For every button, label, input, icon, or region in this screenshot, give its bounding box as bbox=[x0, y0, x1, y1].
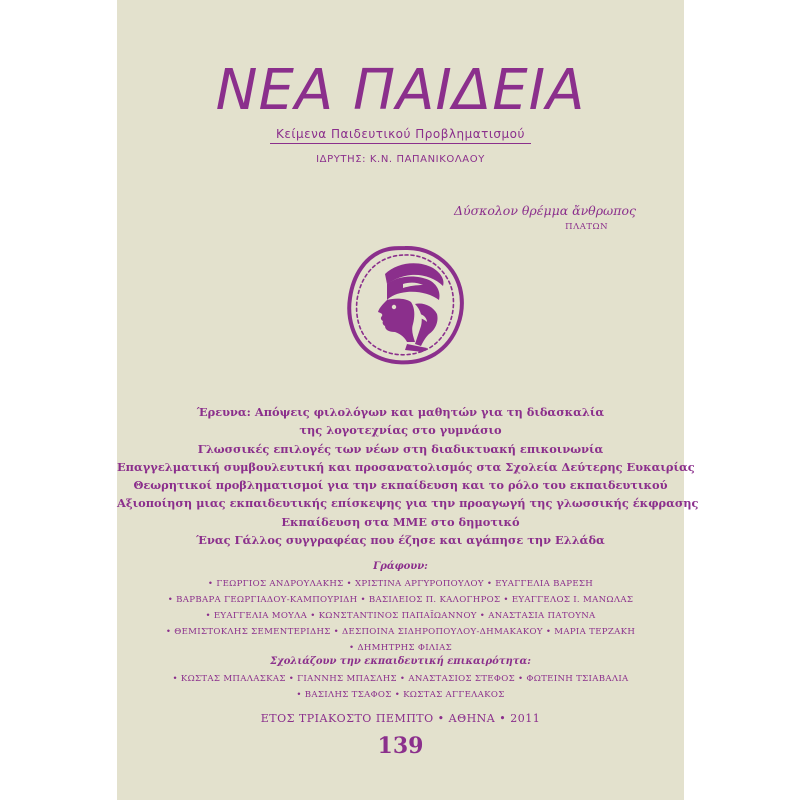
contents-item: Αξιοποίηση μιας εκπαιδευτικής επίσκεψης για την προαγωγή της γλωσσικής έκφρασης bbox=[117, 496, 699, 511]
authors-line: • ΕΥΑΓΓΕΛΙΑ ΜΟΥΛΑ • ΚΩΝΣΤΑΝΤΙΝΟΣ ΠΑΠΑΪΩΑΝΝΟΥ • ΑΝΑΣΤΑΣΙΑ ΠΑΤΟΥΝΑ bbox=[205, 611, 596, 621]
contents-item: της λογοτεχνίας στο γυμνάσιο bbox=[299, 423, 502, 438]
commentators-line: • ΚΩΣΤΑΣ ΜΠΑΛΑΣΚΑΣ • ΓΙΑΝΝΗΣ ΜΠΑΣΛΗΣ • ΑΝΑΣΤΑΣΙΟΣ ΣΤΕΦΟΣ • ΦΩΤΕΙΝΗ ΤΣΙΑΒΑΛΙΑ bbox=[172, 674, 629, 684]
contents-item: Ένας Γάλλος συγγραφέας που έζησε και αγάπησε την Ελλάδα bbox=[196, 533, 605, 548]
authors-line: • ΓΕΩΡΓΙΟΣ ΑΝΔΡΟΥΛΑΚΗΣ • ΧΡΙΣΤΙΝΑ ΑΡΓΥΡΟΠΟΥΛΟΥ • ΕΥΑΓΓΕΛΙΑ ΒΑΡΕΣΗ bbox=[207, 579, 594, 589]
magazine-subtitle: Κείμενα Παιδευτικού Προβληματισμού bbox=[117, 127, 684, 144]
epigraph-author: ΠΛΑΤΩΝ bbox=[565, 222, 608, 232]
contents-item: Γλωσσικές επιλογές των νέων στη διαδικτυακή επικοινωνία bbox=[197, 441, 604, 456]
authors-heading: Γράφουν: bbox=[373, 561, 428, 572]
epigraph-quote: Δύσκολον θρέμμα ἄνθρωπος bbox=[454, 203, 636, 218]
commentators-list bbox=[117, 671, 684, 703]
issue-number: 139 bbox=[377, 733, 424, 759]
founder-line: ΙΔΡΥΤΗΣ: Κ.Ν. ΠΑΠΑΝΙΚΟΛΑΟΥ bbox=[316, 154, 485, 165]
authors-line: • ΘΕΜΙΣΤΟΚΛΗΣ ΣΕΜΕΝΤΕΡΙΔΗΣ • ΔΕΣΠΟΙΝΑ ΣΙΔΗΡΟΠΟΥΛΟΥ-ΔΗΜΑΚΑΚΟΥ • ΜΑΡΙΑ ΤΕΡΖΑΚΗ bbox=[165, 627, 636, 637]
authors-list bbox=[117, 576, 684, 656]
athena-coin-icon bbox=[345, 244, 465, 366]
contents-item: Έρευνα: Απόψεις φιλολόγων και μαθητών για τη διδασκαλία bbox=[196, 405, 605, 419]
commentators-heading: Σχολιάζουν την εκπαιδευτική επικαιρότητα: bbox=[270, 656, 531, 667]
contents-item: Εκπαίδευση στα ΜΜΕ στο δημοτικό bbox=[281, 514, 520, 529]
table-of-contents bbox=[117, 403, 699, 549]
authors-line: • ΔΗΜΗΤΡΗΣ ΦΙΛΙΑΣ bbox=[348, 643, 453, 653]
authors-line: • ΒΑΡΒΑΡΑ ΓΕΩΡΓΙΑΔΟΥ-ΚΑΜΠΟΥΡΙΔΗ • ΒΑΣΙΛΕΙΟΣ Π. ΚΑΛΟΓΗΡΟΣ • ΕΥΑΓΓΕΛΟΣ Ι. ΜΑΝΩΛΑΣ bbox=[167, 595, 634, 605]
magazine-title: ΝΕΑ ΠΑΙΔΕΙΑ bbox=[215, 58, 586, 123]
publication-year-line: ΕΤΟΣ ΤΡΙΑΚΟΣΤΟ ΠΕΜΠΤΟ • ΑΘΗΝΑ • 2011 bbox=[260, 712, 541, 725]
commentators-line: • ΒΑΣΙΛΗΣ ΤΣΑΦΟΣ • ΚΩΣΤΑΣ ΑΓΓΕΛΑΚΟΣ bbox=[296, 690, 505, 700]
contents-item: Θεωρητικοί προβληματισμοί για την εκπαίδευση και το ρόλο του εκπαιδευτικού bbox=[133, 478, 668, 493]
contents-item: Επαγγελματική συμβουλευτική και προσανατολισμός στα Σχολεία Δεύτερης Ευκαιρίας bbox=[117, 459, 695, 474]
magazine-cover bbox=[117, 0, 699, 800]
